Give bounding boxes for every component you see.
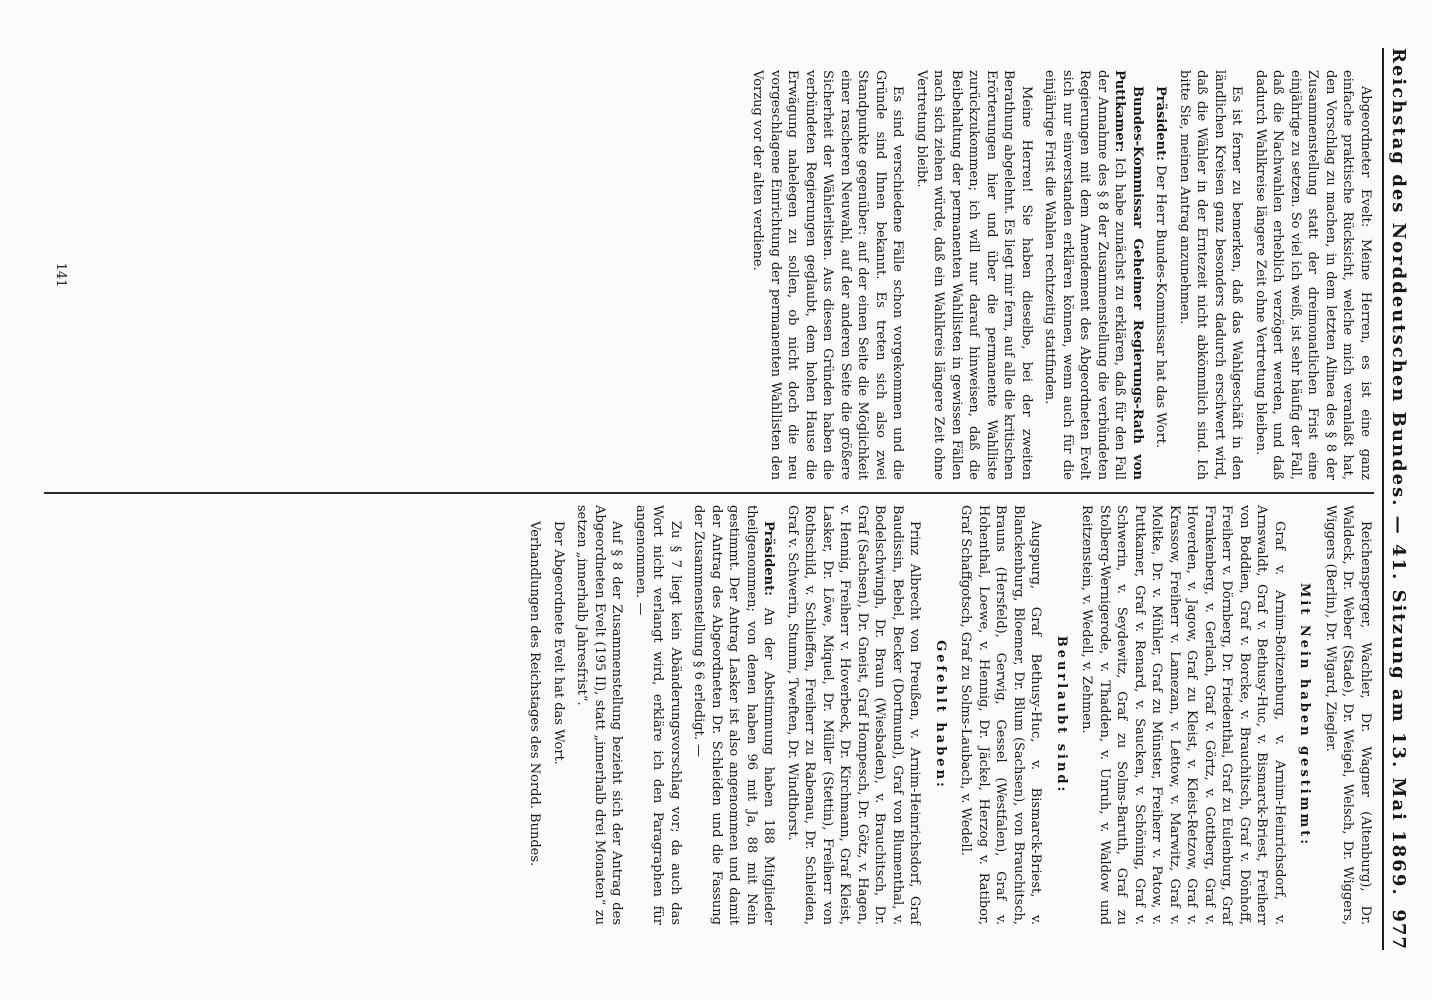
section-subheading: Gefehlt haben: [933, 640, 948, 790]
header-title: Reichstag des Norddeutschen Bundes. — 41. Sitzung am 13. Mai 1869. [1388, 48, 1410, 897]
text-paragraph: Meine Herren! Sie haben dieselbe, bei der zweiten Berathung abgelehnt. Es liegt mir fern, auf alle die kritischen Erörterungen hier und über die permanente Wahlliste zurückzukommen; ich will nur darauf hinweisen, daß die Beibehaltung der permanenten Wahllisten in gewissen Fällen nach sich ziehen würde, daß ein Wahlkreis längere Zeit ohne Vertretung bleibt. [914, 70, 1034, 480]
text-paragraph: Auf § 8 der Zusammenstellung bezieht sich der Antrag des Abgeordneten Evelt (195 II), statt „innerhalb drei Monaten“ zu setzen „innerhalb Jahresfrist“. [574, 505, 625, 925]
speaker-name: Präsident: [761, 521, 777, 596]
text-paragraph: Der Abgeordnete Evelt hat das Wort. [551, 521, 566, 765]
text-paragraph: Graf v. Arnim-Boitzenburg, v. Arnim-Heinrichsdorf, v. Arnswaldt, Graf v. Bethusy-Huc, v. Bismarck-Briest, Freiherr von Boddien, Graf v. Borcke, v. Brauchitsch, Graf v. Dönhoff, Freiherr v. Dörnberg, Dr. Friedenthal, Graf zu Eulenburg, Graf Frankenberg, v. Gerlach, Graf v. Görtz, v. Gottberg, Graf v. Hoverden, v. Jagow, Graf zu Kleist, v. Kleist-Retzow, Graf v. Krassow, Freiherr v. Lamezan, v. Lettow, v. Marwitz, Graf v. Moltke, Dr. v. Mühler, Graf zu Münster, Freiherr v. Patow, v. Puttkamer, Graf v. Renard, v. Saucken, v. Schöning, Graf v. Schwerin, v. Seydewitz, Graf zu Solms-Baruth, Graf zu Stolberg-Wernigerode, v. Thadden, v. Unruh, v. Waldow und Reitzenstein, v. Wedell, v. Zehmen. [1079, 505, 1287, 925]
header-page-number: 977 [1388, 909, 1410, 950]
text-paragraph: Prinz Albrecht von Preußen, v. Arnim-Heinrichsdorf, Graf Baudissin, Bebel, Becker (Dortmund), Graf von Blumenthal, v. Bodelschwingh, Dr. Braun (Wiesbaden), v. Brauchitsch, Dr. Graf (Sachsen), Dr. Gneist, Graf Hompesch, Dr. Götz, v. Hagen, v. Hennig, Freiherr v. Hoverbeck, Dr. Kirchmann, Graf Kleist, Lasker, Dr. Löwe, Miquel, Dr. Müller (Stettin), Freiherr von Rothschild, v. Schlieffen, Freiherr zu Rabenau, Dr. Schleiden, Graf v. Schwerin, Stumm, Tweften, Dr. Windthorst. [785, 505, 923, 925]
running-header [1382, 48, 1414, 950]
section-subheading: Mit Nein haben gestimmt: [1297, 582, 1313, 848]
text-paragraph: Augspurg, Graf Bethusy-Huc, v. Bismarck-Briest, v. Blanckenburg, Bloemer, Dr. Blum (Sachsen), von Brauchitsch, Brauns (Hersfeld), Gerwig, Gessel (Westfalen), Graf v. Hohenthal, Loewe, v. Hennig, Dr. Jäckel, Herzog v. Ratibor, Graf Schaffgotsch, Graf zu Solms-Laubach, v. Wedell. [958, 505, 1044, 925]
section-subheading: Beurlaubt sind: [1054, 635, 1069, 795]
right-text-column [44, 505, 1374, 925]
text-paragraph: Es ist ferner zu bemerken, daß das Wahlgeschäft in den ländlichen Kreisen ganz besonders dadurch erschwert wird, daß die Wähler in der Erntezeit nicht abkömmlich sind. Ich bitte Sie, meinen Antrag anzunehmen. [1177, 70, 1245, 480]
digitization-credit [0, 0, 2, 994]
speaker-name: Bundes-Kommissar Geheimer Regierungs-Rath von Puttkamer: [1112, 70, 1145, 480]
text-paragraph: Abgeordneter Evelt: Meine Herren, es ist eine ganz einfache praktische Rücksicht, welche mich veranlaßt hat, den Vorschlag zu machen, in dem letzten Alinea des § 8 der Zusammenstellung statt der dreimonatlichen Frist eine einjährige zu setzen. So viel ich weiß, ist sehr häufig der Fall, daß die Nachwahlen erheblich verzögert werden, und daß dadurch Wahlkreise längere Zeit ohne Vertretung bleiben. [1253, 70, 1373, 480]
speech-text: Der Herr Bundes-Kommissar hat das Wort. [1153, 165, 1169, 449]
text-paragraph: Zu § 7 liegt kein Abänderungsvorschlag vor; da auch das Wort nicht verlangt wird, erkläre ich den Paragraphen für angenommen. — [633, 505, 683, 925]
speech-text: An der Abstimmung haben 188 Mitglieder theilgenommen; von denen haben 96 mit Ja, 88 mit Nein gestimmt. Der Antrag Lasker ist also angenommen und damit der Antrag des Abgeordneten Dr. Schleiden und die Fassung der Zusammenstellung § 6 erledigt. — [691, 505, 777, 925]
column-divider [44, 492, 1374, 494]
text-paragraph: Es sind verschiedene Fälle schon vorgekommen und die Gründe sind Ihnen bekannt. Es treten sich also zwei Standpunkte gegenüber: auf der einen Seite die Möglichkeit einer rascheren Neuwahl, auf der anderen Seite die größere Sicherheit der Wählerlisten. Aus diesen Gründen haben die verbündeten Regierungen geglaubt, dem hohen Hause die Erwägung nahelegen zu sollen, ob nicht doch die neu vorgeschlagene Einrichtung der permanenten Wahllisten den Vorzug vor der alten verdiene. [750, 70, 906, 480]
text-paragraph: Verhandlungen des Reichstages des Nordd. Bundes. [527, 521, 543, 867]
speaker-name: Präsident: [1153, 86, 1169, 161]
text-paragraph: Reichensperger, Wachler, Dr. Wagner (Altenburg), Dr. Waldeck, Dr. Weber (Stade), Dr. Weigel, Welsch, Dr. Wiggers, Wiggers (Berlin), Dr. Wigard, Ziegler. [1323, 505, 1373, 925]
speech-text: Ich habe zunächst zu erklären, daß für den Fall der Annahme des § 8 der Zusammenstellung die verbündeten Regierungen mit dem Amendement des Abgeordneten Evelt sich nur einverstanden erklären können, wenn auch für die einjährige Frist die Wahlen rechtzeitig stattfinden. [1042, 70, 1128, 480]
left-text-column [44, 70, 1374, 480]
speech-paragraph [1041, 70, 1146, 480]
speech-paragraph [1152, 70, 1170, 480]
footer-page-number: 141 [53, 262, 69, 288]
speech-paragraph [690, 505, 778, 925]
